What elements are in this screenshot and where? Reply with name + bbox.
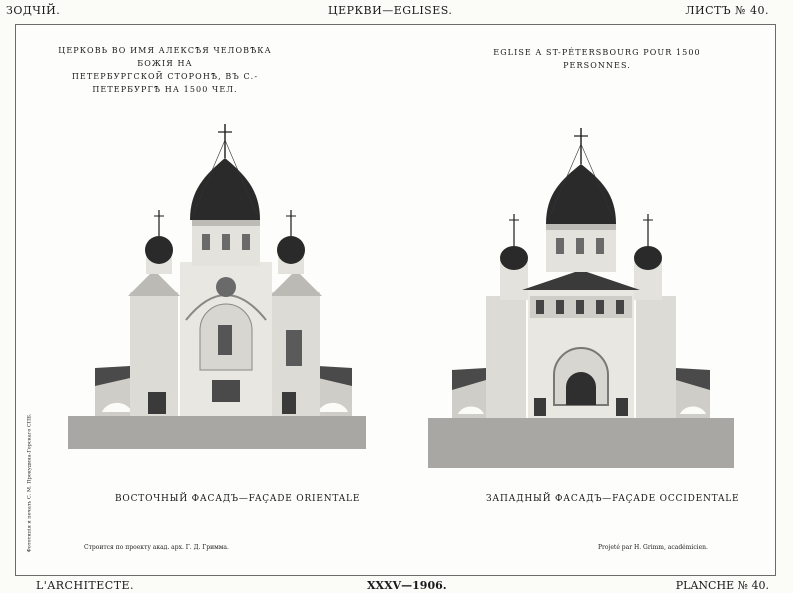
journal-title-ru: ЗОДЧІЙ. (6, 4, 61, 17)
section-title: ЦЕРКВИ—EGLISES. (328, 4, 453, 17)
printer-note: Фототипія и печать С. М. Прокудина-Горскаго СПБ. (26, 413, 33, 553)
architect-credit-fr: Projeté par H. Grimm, académicien. (598, 544, 708, 551)
west-facade-caption: ЗАПАДНЫЙ ФАСАДЪ—FAÇADE OCCIDENTALE (486, 494, 740, 504)
volume-year: XXXV—1906. (367, 579, 447, 592)
west-main-dome (546, 164, 616, 224)
sheet-number: ЛИСТЪ № 40. (685, 4, 769, 17)
east-main-dome (190, 158, 260, 220)
east-small-dome-right (277, 236, 305, 264)
plate-title-ru-line2: ПЕТЕРБУРГСКОЙ СТОРОНѢ, ВЪ С.-ПЕТЕРБУРГѢ НА 1500 ЧЕЛ. (71, 72, 259, 94)
east-small-dome-left (145, 236, 173, 264)
plate-title-fr: EGLISE A ST-PÉTERSBOURG POUR 1500 PERSONNES. (493, 48, 701, 70)
east-facade-caption: ВОСТОЧНЫЙ ФАСАДЪ—FAÇADE ORIENTALE (115, 494, 361, 504)
west-small-dome-left (500, 246, 528, 270)
east-ground (68, 416, 366, 449)
east-facade-drawing (68, 124, 366, 449)
plate-number: PLANCHE № 40. (675, 579, 769, 592)
journal-title-fr: L'ARCHITECTE. (36, 579, 135, 592)
plate-title-ru-line1: ЦЕРКОВЬ ВО ИМЯ АЛЕКСѢЯ ЧЕЛОВѢКА БОЖІЯ НА (58, 46, 272, 68)
architect-credit-ru: Строится по проекту акад. арх. Г. Д. Гримма. (84, 544, 229, 551)
west-small-dome-right (634, 246, 662, 270)
west-facade-drawing (428, 128, 734, 468)
west-ground (428, 418, 734, 468)
